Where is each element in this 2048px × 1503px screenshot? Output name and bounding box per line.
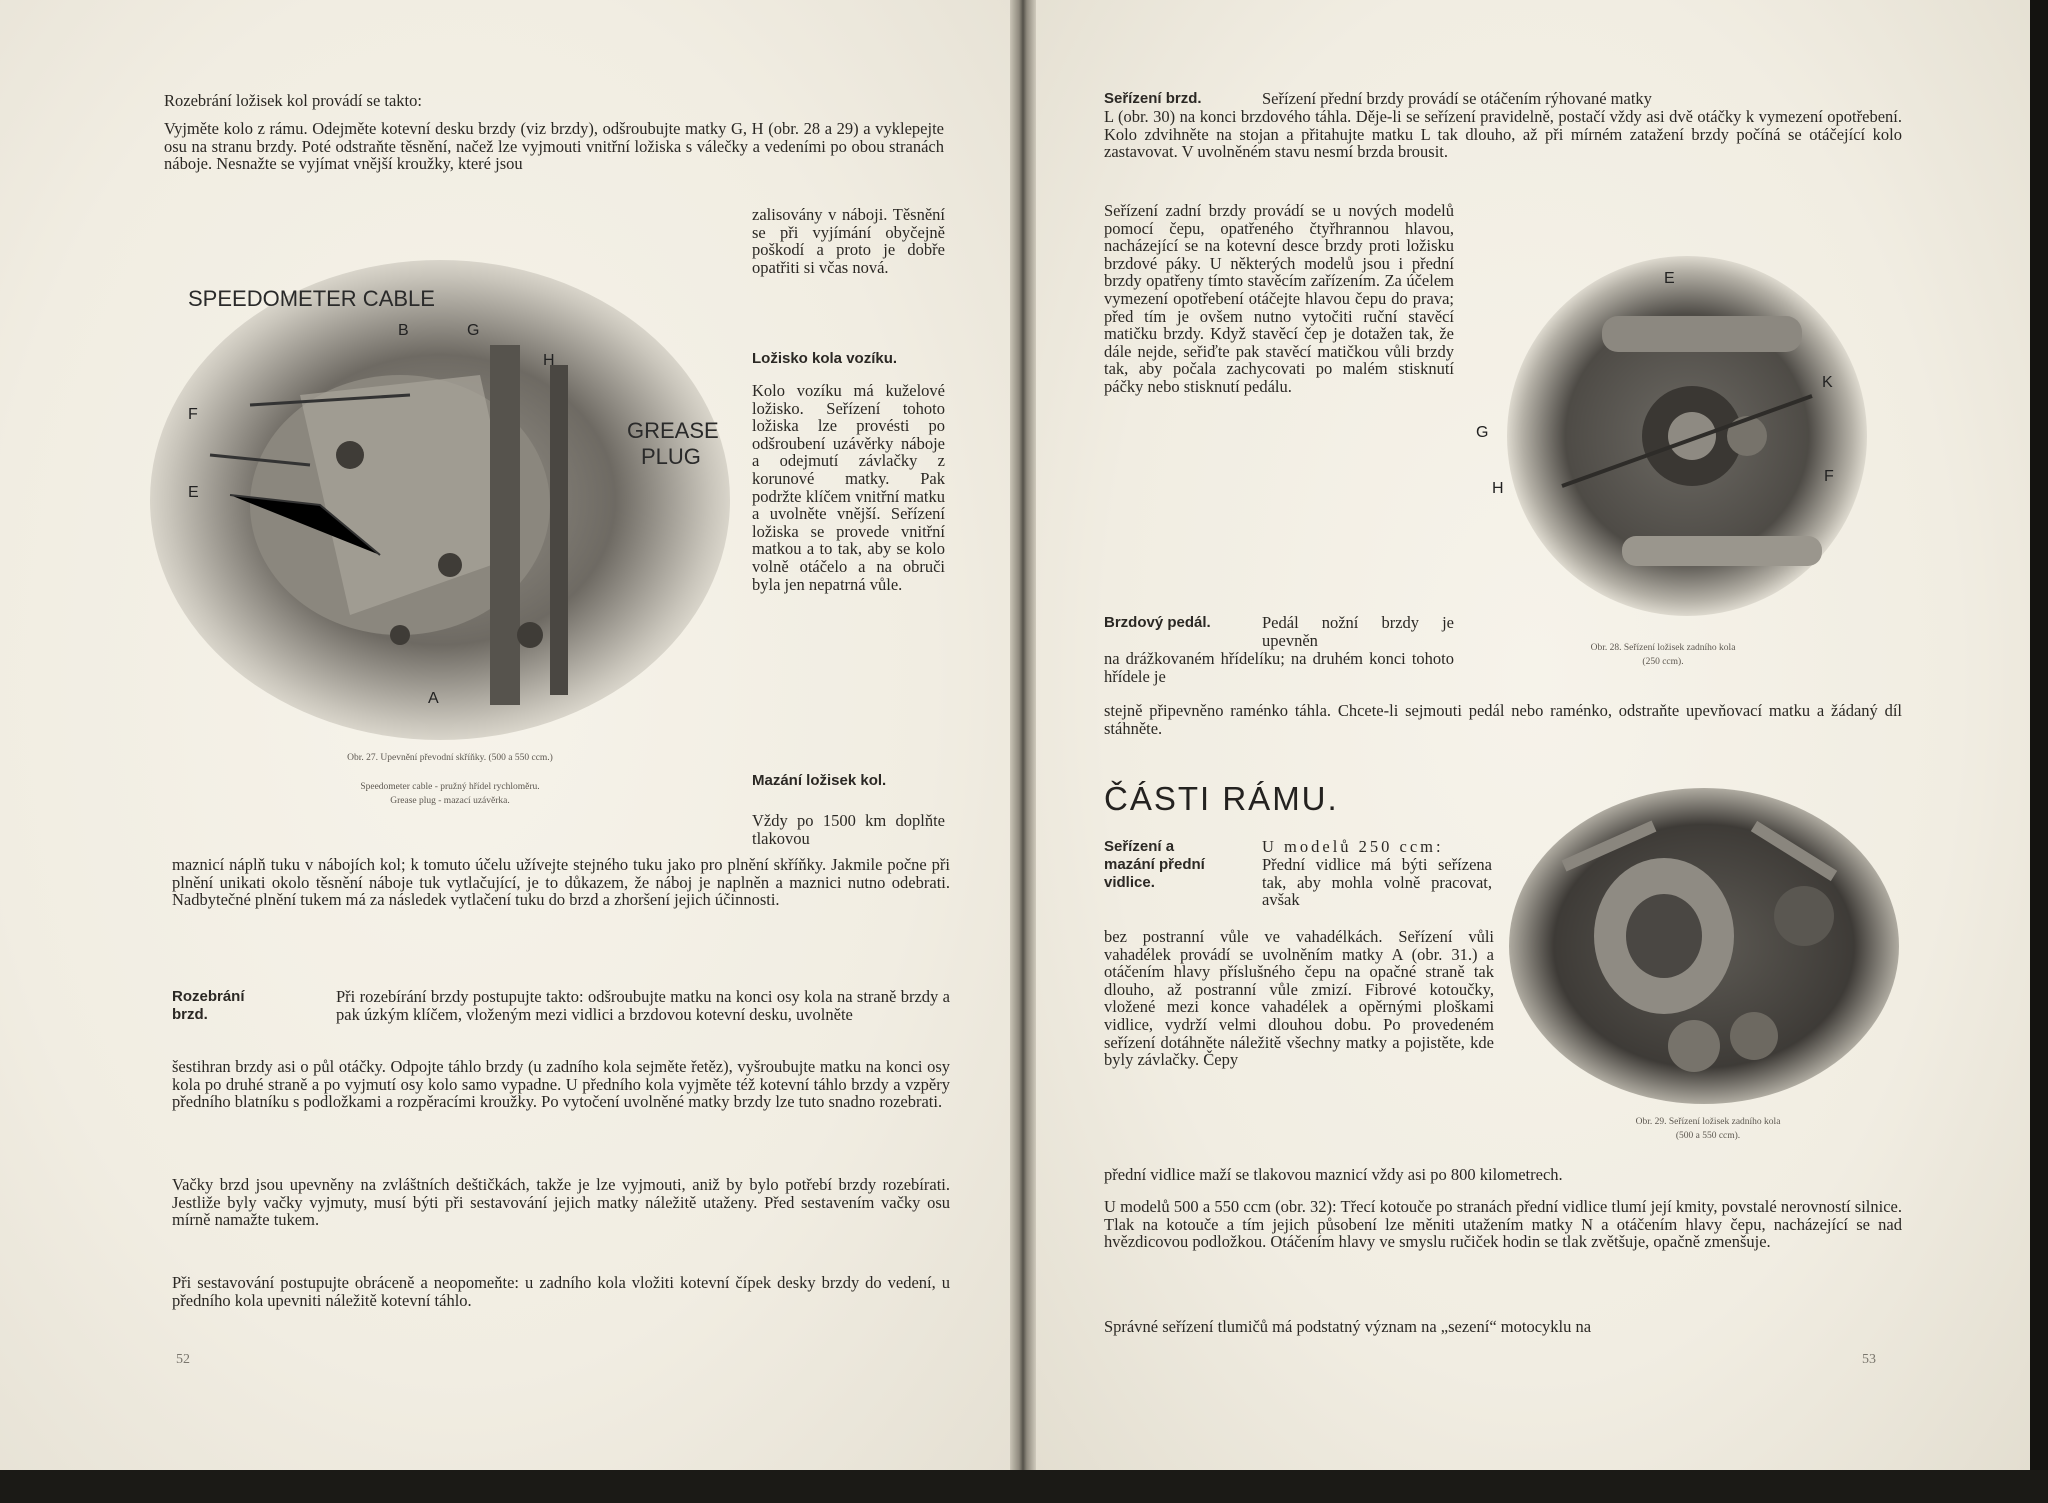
figure-caption: Obr. 28. Seřízení ložisek zadního kola — [1590, 643, 1736, 653]
figure-caption: Grease plug - mazací uzávěrka. — [390, 796, 510, 806]
paragraph: stejně připevněno raménko táhla. Chcete-li sejmouti pedál nebo raménko, odstraňte upevňovací matku a žádaný díl stáhněte. — [1104, 701, 1902, 738]
paragraph: Přední vidlice má býti seřízena tak, aby mohla volně pracovat, avšak — [1262, 855, 1492, 910]
page-edge — [2030, 0, 2048, 1503]
paragraph: Vyjměte kolo z rámu. Odejměte kotevní desku brzdy (viz brzdy), odšroubujte matky G, H (obr. 28 a 29) a vyklepejte osu na stranu brzdy. Poté odstraňte těsnění, načež lze vyjmouti vnitřní ložiska s válečky a vedeními po obou stranách náboje. Nesnažte se vyjímat vnější kroužky, které jsou — [164, 119, 944, 174]
section-heading: Seřízení brzd. — [1104, 90, 1202, 107]
figure-caption: Obr. 27. Upevnění převodní skříňky. (500 a 550 ccm.) — [347, 753, 553, 763]
label-b: B — [398, 322, 409, 339]
label-f: F — [1824, 468, 1834, 485]
paragraph: U modelů 250 ccm: — [1262, 837, 1444, 856]
section-heading: Seřízení a — [1104, 838, 1175, 855]
section-heading: Brzdový pedál. — [1104, 614, 1211, 631]
label-h: H — [1492, 480, 1504, 497]
left-page — [0, 0, 1018, 1503]
figure-caption: (250 ccm). — [1642, 657, 1684, 667]
label-h: H — [543, 352, 555, 369]
label-g: G — [467, 322, 480, 339]
figure-caption: (500 a 550 ccm). — [1675, 1131, 1741, 1141]
book-gutter — [1010, 0, 1036, 1503]
paragraph: L (obr. 30) na konci brzdového táhla. Děje-li se seřízení pravidelně, postačí vždy asi dvě otáčky k vymezení opotřebení. Kolo zdvihněte na stojan a přitahujte matku L tak dlouho, až při mírném zatažení brzdy počíná se otáčející kolo zastavovat. V uvolněném stavu nesmí brzda brousit. — [1104, 107, 1902, 162]
label-e: E — [1664, 270, 1675, 287]
paragraph: Kolo vozíku má kuželové ložisko. Seřízení tohoto ložiska lze provésti po odšroubení uzávěrky náboje a odejmutí závlačky z korunové matky. Pak podržte klíčem vnitřní matku a uvolněte vnější. Seřízení ložiska se provede vnitřní matkou a to tak, aby se kolo volně otáčelo a na obruči byla jen nepatrná vůle. — [752, 381, 945, 594]
label-k: K — [1822, 374, 1833, 391]
figure-caption: Speedometer cable - pružný hřídel rychloměru. — [360, 782, 540, 792]
section-title: ČÁSTI RÁMU. — [1104, 780, 1339, 817]
paragraph: maznicí náplň tuku v nábojích kol; k tomuto účelu užívejte stejného tuku jako pro plnění skříňky. Jakmile počne při plnění unikati okolo těsnění náboje tuk vytlačující, je to důkazem, že náboj je naplněn a maznici nutno odebrati. Nadbytečné plnění tukem má za následek vytlačení tuku do brzd a zhoršení jejich účinnosti. — [172, 855, 950, 910]
intro-line: Rozebrání ložisek kol provádí se takto: — [164, 91, 422, 110]
figure-29-photo — [1504, 786, 1904, 1106]
paragraph: Správné seřízení tlumičů má podstatný význam na „sezení“ motocyklu na — [1104, 1317, 1592, 1336]
figure-27-photo — [150, 255, 740, 745]
paragraph: přední vidlice maží se tlakovou maznicí vždy asi po 800 kilometrech. — [1104, 1165, 1563, 1184]
label-speedometer-cable: SPEEDOMETER CABLE — [188, 286, 435, 311]
section-heading: vidlice. — [1104, 874, 1155, 891]
figure-28-photo — [1492, 236, 1892, 636]
paragraph: zalisovány v náboji. Těsnění se při vyjímání obyčejně poškodí a proto je dobře opatřiti si včas nová. — [752, 205, 945, 277]
label-e: E — [188, 484, 199, 501]
paragraph: bez postranní vůle ve vahadélkách. Seřízení vůli vahadélek provádí se uvolněním matky A (obr. 31.) a otáčením hlavy příslušného čepu na opačné straně tak dlouho, až postranní vůle zmizí. Fibrové kotoučky, vložené mezi konce vahadélek a opěrnými ploškami vidlice, vydrží velmi dlouhou dobu. Po provedeném seřízení dotáhněte náležitě všechny matky a pojistěte, kde byly závlačky. Čepy — [1104, 927, 1494, 1070]
paragraph: šestihran brzdy asi o půl otáčky. Odpojte táhlo brzdy (u zadního kola sejměte řetěz), vyšroubujte matku na konci osy kola po druhé straně a po vyjmutí osy kolo samo vypadne. U předního kola vyjměte též kotevní táhlo brzdy a vzpěry předního blatníku s podložkami a rozpěracími kroužky. Po vytočení uvolněné matky brzdy lze tuto snadno rozebrati. — [172, 1057, 950, 1112]
paragraph: Seřízení přední brzdy provádí se otáčením rýhované matky — [1262, 89, 1652, 108]
section-heading: Ložisko kola vozíku. — [752, 350, 898, 367]
section-heading: Mazání ložisek kol. — [752, 772, 887, 789]
section-heading: Rozebrání — [172, 988, 245, 1005]
label-f: F — [188, 406, 198, 423]
right-page — [1028, 0, 2036, 1503]
paragraph: Při sestavování postupujte obráceně a neopomeňte: u zadního kola vložiti kotevní čípek desky brzdy do vedení, u předního kola upevniti náležitě kotevní táhlo. — [172, 1273, 950, 1310]
label-a: A — [428, 690, 439, 707]
section-heading: mazání přední — [1104, 856, 1205, 873]
page-number: 52 — [176, 1352, 190, 1367]
paragraph: Pedál nožní brzdy je upevněn — [1262, 613, 1454, 650]
section-heading: brzd. — [172, 1006, 208, 1023]
bottom-edge — [0, 1470, 2048, 1503]
label-grease: GREASE — [627, 418, 719, 443]
label-plug: PLUG — [641, 444, 701, 469]
label-g: G — [1476, 424, 1489, 441]
paragraph: Seřízení zadní brzdy provádí se u nových modelů pomocí čepu, opatřeného čtyřhrannou hlavou, nacházející se na kotevní desce brzdy proti ložisku brzdové páky. U některých modelů jsou i přední brzdy opatřeny tímto stavěcím zařízením. Za účelem vymezení opotřebení otáčejte hlavou čepu do prava; před tím je ovšem nutno vytočiti ruční stavěcí matičku brzdy. Když stavěcí čep je dotažen tak, že dále nejde, seřiďte pak stavěcí matičkou vůli brzdy tak, aby počala zachycovati po malém stisknutí páčky nebo stisknutí pedálu. — [1104, 201, 1454, 396]
paragraph: Vačky brzd jsou upevněny na zvláštních deštičkách, takže je lze vyjmouti, aniž by bylo potřebí brzdy rozebírati. Jestliže byly vačky vyjmuty, musí býti při sestavování jejich matky náležitě utaženy. Před sestavením vačky osu mírně namažte tukem. — [172, 1175, 950, 1230]
page-number: 53 — [1862, 1352, 1876, 1367]
paragraph: Vždy po 1500 km doplňte tlakovou — [752, 811, 945, 848]
paragraph: Při rozebírání brzdy postupujte takto: odšroubujte matku na konci osy kola na straně brzdy a pak úzkým klíčem, vloženým mezi vidlici a brzdovou kotevní desku, uvolněte — [336, 987, 950, 1024]
paragraph: U modelů 500 a 550 ccm (obr. 32): Třecí kotouče po stranách přední vidlice tlumí její kmity, povstalé nerovností silnice. Tlak na kotouče a tím jejich působení lze měniti utažením matky N a otáčením hlavy čepu, nacházející se nad hvězdicovou podložkou. Otáčením hlavy ve smyslu ručiček hodin se tlak zvětšuje, opačně zmenšuje. — [1104, 1197, 1902, 1252]
paragraph: na drážkovaném hřídelíku; na druhém konci tohoto hřídele je — [1104, 649, 1454, 686]
figure-caption: Obr. 29. Seřízení ložisek zadního kola — [1635, 1117, 1781, 1127]
